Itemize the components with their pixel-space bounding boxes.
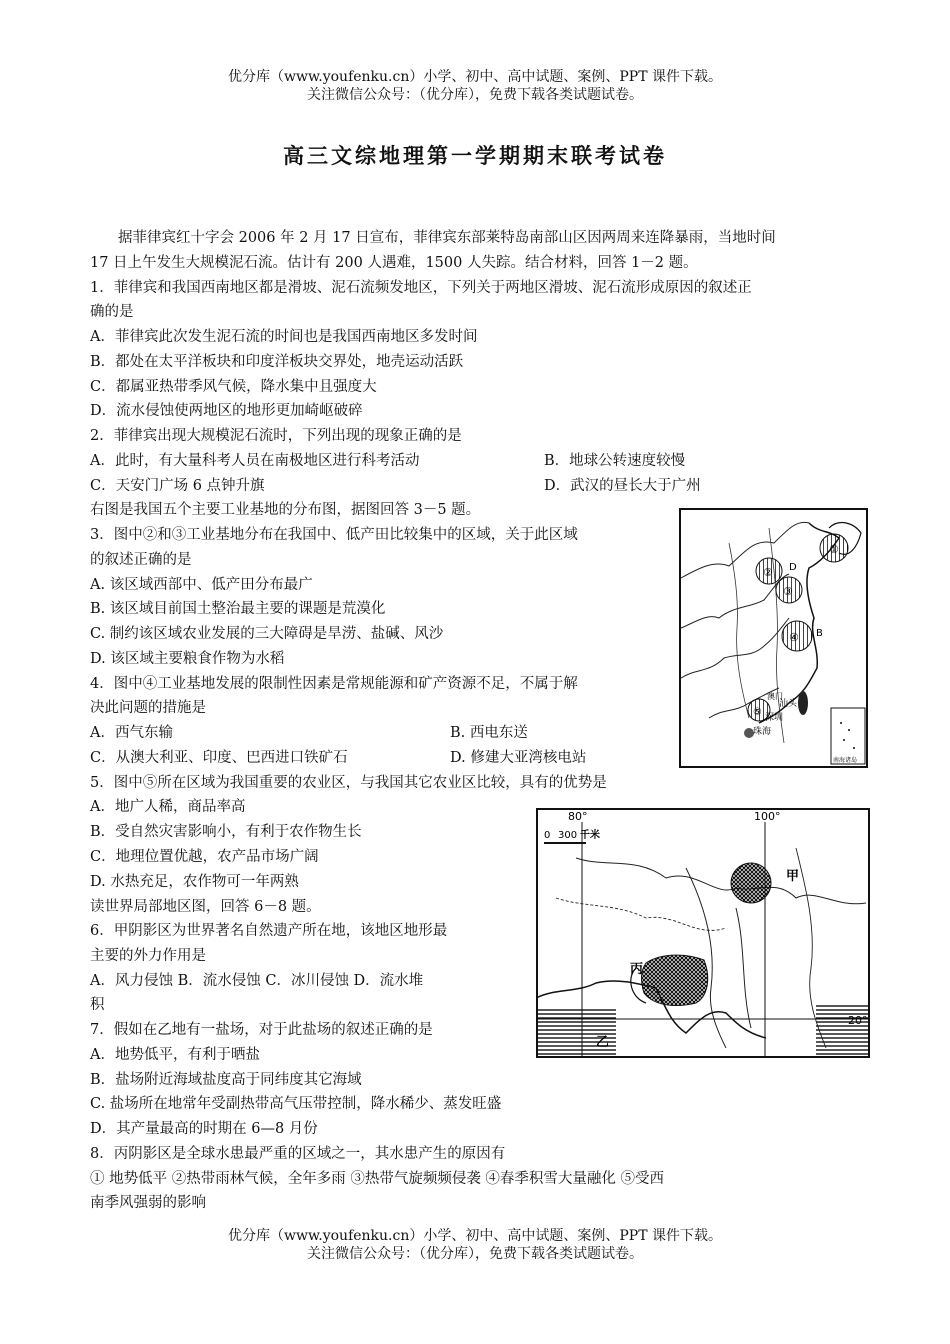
map1-label-b: B bbox=[816, 628, 823, 639]
map1-label-2: ② bbox=[763, 566, 773, 579]
map1-label-d: D bbox=[789, 562, 797, 573]
q2-option-a: A．此时，有大量科考人员在南极地区进行科考活动 bbox=[90, 453, 420, 469]
q5-option-c: C．地理位置优越，农产品市场广阔 bbox=[90, 849, 319, 865]
map1-label-macau: 澳门 bbox=[767, 692, 783, 701]
q7-stem: 7．假如在乙地有一盐场，对于此盐场的叙述正确的是 bbox=[90, 1022, 433, 1038]
q1-option-b: B．都处在太平洋板块和印度洋板块交界处，地壳运动活跃 bbox=[90, 354, 464, 370]
east-sea-shading bbox=[816, 1003, 870, 1058]
taiwan-island bbox=[798, 691, 808, 715]
q4-option-d: D. 修建大亚湾核电站 bbox=[450, 750, 587, 766]
q6-options: A．风力侵蚀 B．流水侵蚀 C．冰川侵蚀 D．流水堆 bbox=[90, 973, 424, 989]
q2-stem: 2．菲律宾出现大规模泥石流时，下列出现的现象正确的是 bbox=[90, 428, 462, 444]
q5-stem: 5．图中⑤所在区域为我国重要的农业区，与我国其它农业区比较，具有的优势是 bbox=[90, 775, 607, 791]
q3-stem: 3．图中②和③工业基地分布在我国中、低产田比较集中的区域，关于此区域 bbox=[90, 527, 578, 543]
map2-scale-zero: 0 bbox=[544, 830, 551, 841]
q6-stem-cont: 主要的外力作用是 bbox=[90, 948, 206, 964]
header-line-1: 优分库（www.youfenku.cn）小学、初中、高中试题、案例、PPT 课件下载。 bbox=[227, 69, 722, 85]
q8-options: ① 地势低平 ②热带雨林气候，全年多雨 ③热带气旋频频侵袭 ④春季积雪大量融化 ⑤受西 bbox=[90, 1171, 665, 1187]
map2-scale-300: 300 bbox=[558, 830, 578, 841]
arabian-sea-shading bbox=[536, 1008, 616, 1058]
q3-option-b: B. 该区域目前国土整治最主要的课题是荒漠化 bbox=[90, 601, 386, 617]
header-line-2: 关注微信公众号：（优分库），免费下载各类试题试卷。 bbox=[307, 87, 643, 103]
intro-line-2: 17 日上午发生大规模泥石流。估计有 200 人遇难，1500 人失踪。结合材料，回答 1－2 题。 bbox=[90, 255, 698, 271]
q4-option-c: C．从澳大利亚、印度、巴西进口铁矿石 bbox=[90, 750, 348, 766]
q7-option-b: B．盐场附近海域盐度高于同纬度其它海域 bbox=[90, 1072, 362, 1088]
q3-stem-cont: 的叙述正确的是 bbox=[90, 552, 192, 568]
q4-stem: 4．图中④工业基地发展的限制性因素是常规能源和矿产资源不足，不属于解 bbox=[90, 676, 578, 692]
q6-stem: 6．甲阴影区为世界著名自然遗产所在地，该地区地形最 bbox=[90, 923, 448, 939]
map1-label-4: ④ bbox=[789, 631, 799, 644]
footer-line-2: 关注微信公众号：（优分库），免费下载各类试题试卷。 bbox=[307, 1246, 643, 1262]
q7-option-c: C. 盐场所在地常年受副热带高气压带控制，降水稀少、蒸发旺盛 bbox=[90, 1096, 502, 1112]
q1-option-c: C．都属亚热带季风气候，降水集中且强度大 bbox=[90, 379, 377, 395]
q3-option-c: C. 制约该区域农业发展的三大障碍是旱涝、盐碱、风沙 bbox=[90, 626, 444, 642]
q4-stem-cont: 决此问题的措施是 bbox=[90, 700, 206, 716]
map2-scale-unit: 千米 bbox=[580, 830, 600, 841]
shaded-area-jia bbox=[731, 863, 771, 903]
map2-label-bing: 丙 bbox=[630, 962, 644, 977]
map2-label-100: 100° bbox=[754, 810, 781, 823]
q2-option-d: D．武汉的昼长大于广州 bbox=[544, 478, 701, 494]
map1-label-south-china-sea: 南海诸岛 bbox=[833, 757, 858, 764]
china-industrial-bases-map bbox=[679, 508, 868, 768]
q8-options-cont: 南季风强弱的影响 bbox=[90, 1195, 206, 1211]
map1-label-shantou: 汕头 bbox=[779, 699, 798, 709]
shaded-area-bing bbox=[642, 955, 708, 1005]
world-region-map bbox=[536, 808, 870, 1058]
intro-line-1: 据菲律宾红十字会 2006 年 2 月 17 日宣布，菲律宾东部莱特岛南部山区因两周来连降暴雨，当地时间 bbox=[118, 230, 776, 246]
q1-option-d: D．流水侵蚀使两地区的地形更加崎岖破碎 bbox=[90, 403, 363, 419]
q3-option-d: D. 该区域主要粮食作物为水稻 bbox=[90, 651, 285, 667]
q4-option-a: A．西气东输 bbox=[90, 725, 173, 741]
q8-stem: 8．丙阴影区是全球水患最严重的区域之一，其水患产生的原因有 bbox=[90, 1146, 506, 1162]
q5-option-b: B．受自然灾害影响小，有利于农作物生长 bbox=[90, 824, 362, 840]
q3-option-a: A. 该区域西部中、低产田分布最广 bbox=[90, 577, 313, 593]
q1-stem: 1．菲律宾和我国西南地区都是滑坡、泥石流频发地区，下列关于两地区滑坡、泥石流形成原因的叙述正 bbox=[90, 280, 752, 296]
map1-label-zhuhai: 珠海 bbox=[753, 727, 772, 737]
map1-label-5: ⑤ bbox=[753, 707, 762, 718]
q7-option-d: D．其产量最高的时期在 6—8 月份 bbox=[90, 1121, 318, 1137]
map1-label-shenzhen: 深圳 bbox=[765, 713, 784, 723]
page-title: 高三文综地理第一学期期末联考试卷 bbox=[283, 143, 667, 168]
q7-option-a: A．地势低平，有利于晒盐 bbox=[90, 1047, 260, 1063]
map2-label-jia: 甲 bbox=[786, 869, 800, 884]
q4-option-b: B. 西电东送 bbox=[450, 725, 528, 741]
map2-label-80: 80° bbox=[568, 810, 588, 823]
map1-label-3: ③ bbox=[783, 585, 793, 598]
q5-option-d: D. 水热充足，农作物可一年两熟 bbox=[90, 874, 299, 890]
map2-intro: 读世界局部地区图，回答 6－8 题。 bbox=[90, 899, 321, 915]
q5-option-a: A．地广人稀，商品率高 bbox=[90, 799, 246, 815]
q1-stem-cont: 确的是 bbox=[90, 304, 134, 320]
footer-line-1: 优分库（www.youfenku.cn）小学、初中、高中试题、案例、PPT 课件下载。 bbox=[227, 1228, 722, 1244]
south-china-sea-inset bbox=[831, 708, 865, 764]
q2-option-b: B．地球公转速度较慢 bbox=[544, 453, 686, 469]
map2-label-yi: 乙 bbox=[596, 1035, 610, 1050]
q2-option-c: C．天安门广场 6 点钟升旗 bbox=[90, 478, 265, 494]
map1-label-1: ① bbox=[829, 543, 839, 556]
map2-label-20: 20° bbox=[848, 1014, 868, 1027]
q6-options-cont: 积 bbox=[90, 997, 105, 1013]
map1-intro: 右图是我国五个主要工业基地的分布图，据图回答 3－5 题。 bbox=[90, 502, 481, 518]
q1-option-a: A．菲律宾此次发生泥石流的时间也是我国西南地区多发时间 bbox=[90, 329, 478, 345]
